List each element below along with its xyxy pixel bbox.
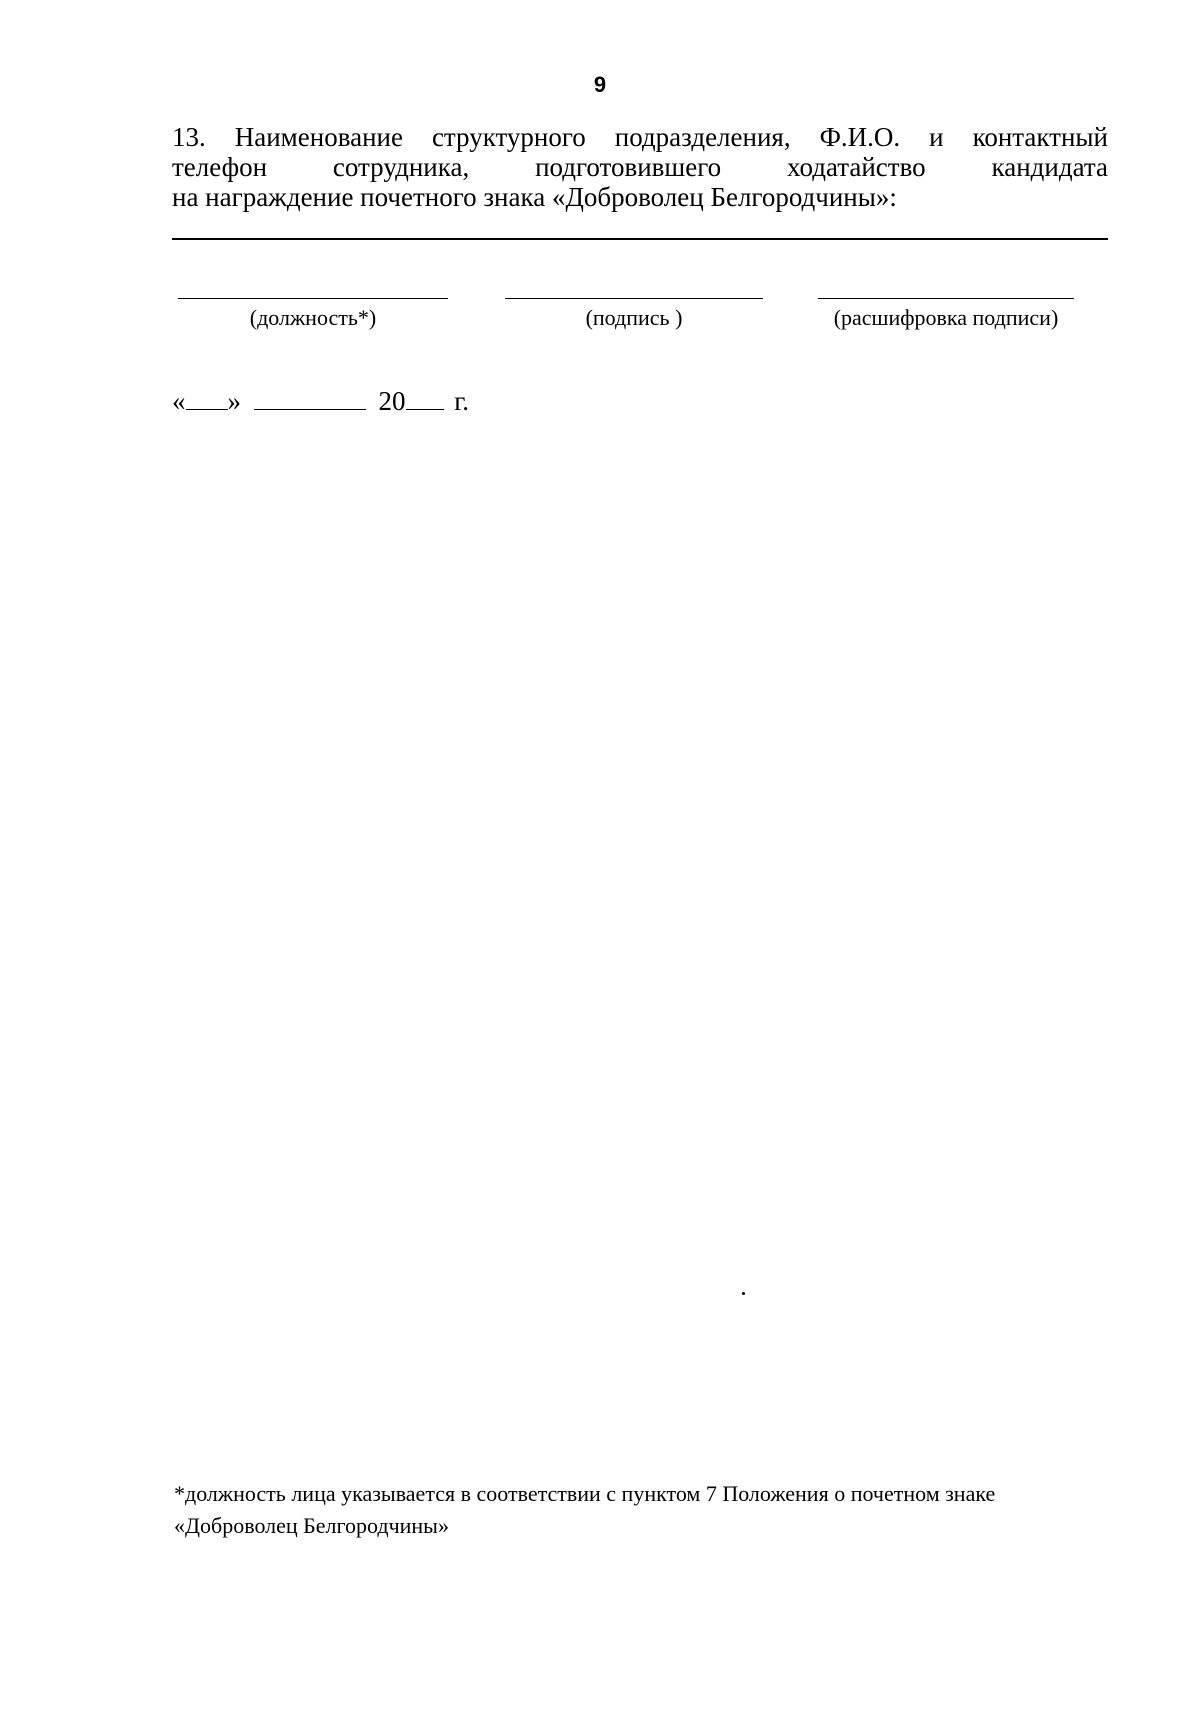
position-fill-line[interactable] (178, 278, 448, 299)
item-13-line-2: телефон сотрудника, подготовившего ходатайство кандидата (172, 152, 1108, 182)
day-blank[interactable] (186, 387, 228, 410)
item-13-line-3: на награждение почетного знака «Доброволец Белгородчины»: (172, 182, 897, 212)
date-close-quote: » (227, 386, 241, 416)
transcript-caption: (расшифровка подписи) (833, 305, 1059, 330)
item-13-line-1: 13. Наименование структурного подразделения, Ф.И.О. и контактный (172, 122, 1108, 152)
date-line (172, 386, 469, 417)
footnote-line-2: «Доброволец Белгородчины» (174, 1513, 449, 1538)
transcript-signature-block (818, 278, 1074, 331)
year-prefix: 20 (378, 386, 406, 416)
position-signature-block (178, 278, 448, 331)
date-open-quote: « (172, 386, 186, 416)
transcript-fill-line[interactable] (818, 278, 1074, 299)
item-13-text (172, 122, 1108, 212)
answer-fill-line[interactable] (172, 238, 1108, 240)
footnote (174, 1478, 1114, 1542)
page-number: 9 (593, 72, 607, 97)
signature-caption: (подпись ) (585, 305, 683, 330)
footnote-line-1: *должность лица указывается в соответствии с пунктом 7 Положения о почетном знаке (174, 1481, 996, 1506)
year-suffix: г. (454, 386, 470, 416)
month-blank[interactable] (254, 387, 366, 410)
signature-fill-line[interactable] (505, 278, 763, 299)
signature-block (505, 278, 763, 331)
position-caption: (должность*) (249, 305, 377, 330)
year-blank[interactable] (406, 387, 444, 410)
stray-mark (742, 1292, 745, 1295)
